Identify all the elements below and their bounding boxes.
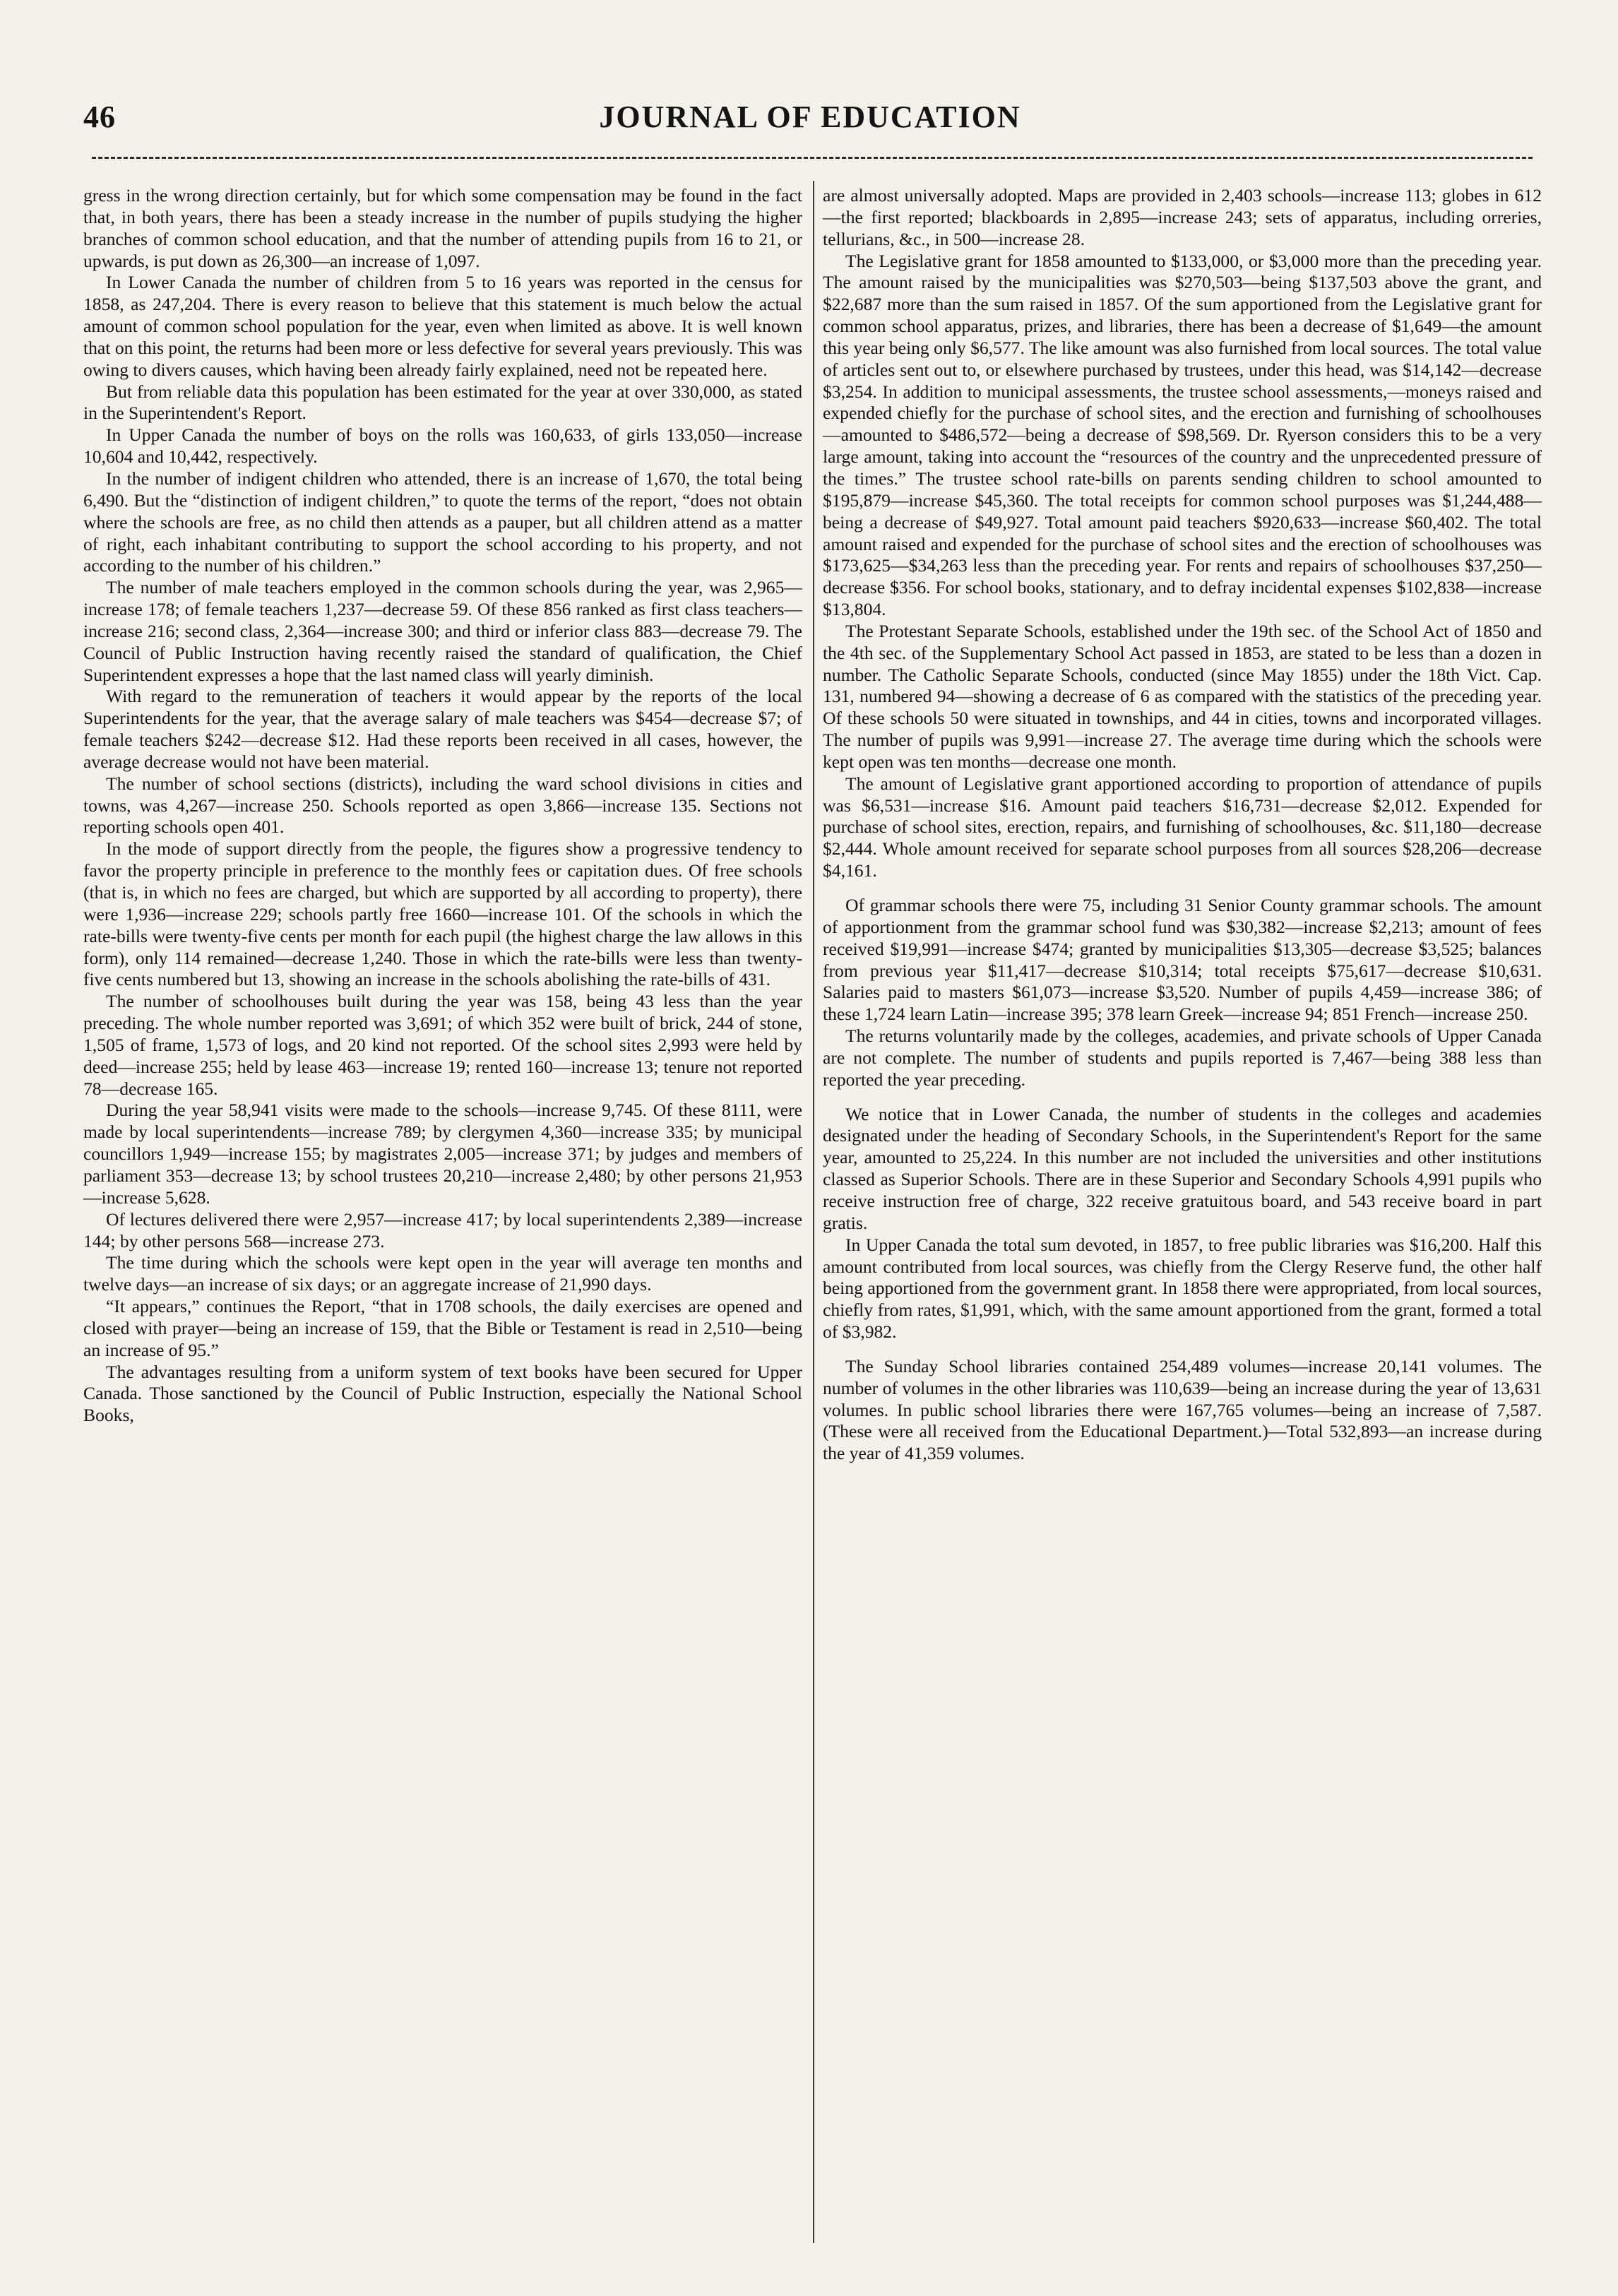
paragraph: In the number of indigent children who attended, there is an increase of 1,670, the total being 6,490. But the “distinction of indigent children,” to quote the terms of the report, “does not obtain where the schools are free, as no child then attends as a pauper, but all children attend as a matter of right, each inhabitant contributing to support the school according to his property, and not according to the number of his children.” [83, 468, 802, 576]
paragraph: In Upper Canada the number of boys on the rolls was 160,633, of girls 133,050—increase 10,604 and 10,442, respectively. [83, 424, 802, 468]
paragraph: Of grammar schools there were 75, including 31 Senior County grammar schools. The amount of apportionment from the grammar school fund was $30,382—increase $2,213; amount of fees received $19,991—increase $474; granted by municipalities $13,305—decrease $3,525; balances from previous year $11,417—decrease $10,314; total receipts $75,617—decrease $10,631. Salaries paid to masters $61,073—increase $3,520. Number of pupils 4,459—increase 386; of these 1,724 learn Latin—increase 395; 378 learn Greek—increase 94; 851 French—increase 250. [823, 895, 1542, 1025]
paragraph: In Upper Canada the total sum devoted, in 1857, to free public libraries was $16,200. Half this amount contributed from local sources, was chiefly from the Clergy Reserve fund, the other half being apportioned from the government grant. In 1858 there were appropriated, from local sources, chiefly from rates, $1,991, which, with the same amount apportioned from the grant, formed a total of $3,982. [823, 1234, 1542, 1343]
paragraph: Of lectures delivered there were 2,957—increase 417; by local superintendents 2,389—increase 144; by other persons 568—increase 273. [83, 1208, 802, 1251]
paragraph: gress in the wrong direction certainly, but for which some compensation may be found in the fact that, in both years, there has been a steady increase in the number of pupils studying the higher branches of common school education, and that the number of attending pupils from 16 to 21, or upwards, is put down as 26,300—an increase of 1,097. [83, 185, 802, 271]
paragraph: The returns voluntarily made by the colleges, academies, and private schools of Upper Canada are not complete. The number of students and pupils reported is 7,467—being 388 less than reported the year preceding. [823, 1025, 1542, 1090]
paragraph: The Sunday School libraries contained 254,489 volumes—increase 20,141 volumes. The number of volumes in the other libraries was 110,639—being an increase during the year of 13,631 volumes. In public school libraries there were 167,765 volumes—being an increase of 7,587. (These were all received from the Educational Department.)—Total 532,893—an increase during the year of 41,359 volumes. [823, 1355, 1542, 1464]
paragraph: In the mode of support directly from the people, the figures show a progressive tendency to favor the property principle in preference to the monthly fees or capitation dues. Of free schools (that is, in which no fees are charged, but which are supported by all according to property), there were 1,936—increase 229; schools partly free 1660—increase 101. Of the schools in which the rate-bills were twenty-five cents per month for each pupil (the highest charge the law allows in this form), only 114 remained—decrease 1,240. Those in which the rate-bills were less than twenty-five cents numbered but 13, showing an increase in the schools abolishing the rate-bills of 431. [83, 838, 802, 990]
page-header [83, 93, 1537, 143]
paragraph: During the year 58,941 visits were made to the schools—increase 9,745. Of these 8111, were made by local superintendents—increase 789; by clergymen 4,360—increase 335; by municipal councillors 1,949—increase 155; by magistrates 2,005—increase 371; by judges and members of parliament 353—decrease 13; by school trustees 20,210—increase 2,480; by other persons 21,953—increase 5,628. [83, 1100, 802, 1208]
paragraph: The time during which the schools were kept open in the year will average ten months and twelve days—an increase of six days; or an aggregate increase of 21,990 days. [83, 1252, 802, 1295]
paragraph: The number of school sections (districts), including the ward school divisions in cities and towns, was 4,267—increase 250. Schools reported as open 3,866—increase 135. Sections not reporting schools open 401. [83, 773, 802, 838]
paragraph: With regard to the remuneration of teachers it would appear by the reports of the local Superintendents for the year, that the average salary of male teachers was $454—decrease $7; of female teachers $242—decrease $12. Had these reports been received in all cases, however, the average decrease would not have been material. [83, 686, 802, 772]
journal-title: JOURNAL OF EDUCATION [599, 100, 1021, 134]
paragraph: In Lower Canada the number of children from 5 to 16 years was reported in the census for 1858, as 247,204. There is every reason to believe that this statement is much below the actual amount of common school population for the year, even when limited as above. It is well known that on this point, the returns had been more or less defective for several years previously. This was owing to divers causes, which having been already fairly explained, need not be repeated here. [83, 272, 802, 380]
paragraph: We notice that in Lower Canada, the number of students in the colleges and academies designated under the heading of Secondary Schools, in the Superintendent's Report for the same year, amounted to 25,224. In this number are not included the universities and other institutions classed as Superior Schools. There are in these Superior and Secondary Schools 4,991 pupils who receive instruction free of charge, 322 receive gratuitous board, and 543 receive board in part gratis. [823, 1103, 1542, 1233]
paragraph: The Legislative grant for 1858 amounted to $133,000, or $3,000 more than the preceding year. The amount raised by the municipalities was $270,503—being $137,503 above the grant, and $22,687 more than the sum raised in 1857. Of the sum apportioned from the Legislative grant for common school apparatus, prizes, and libraries, there has been a decrease of $1,649—the amount this year being only $6,577. The like amount was also furnished from local sources. The total value of articles sent out to, or elsewhere purchased by trustees, under this head, was $14,142—decrease $3,254. In addition to municipal assessments, the trustee school assessments,—moneys raised and expended chiefly for the purchase of school sites, and the erection and furnishing of schoolhouses—amounted to $486,572—being a decrease of $98,569. Dr. Ryerson considers this to be a very large amount, taking into account the “resources of the country and the unprecedented pressure of the times.” The trustee school rate-bills on parents sending children to school amounted to $195,879—increase $45,360. The total receipts for common school purposes was $1,244,488—being a decrease of $49,927. Total amount paid teachers $920,633—increase $60,402. The total amount raised and expended for the purchase of school sites and the erection of schoolhouses was $173,625—$34,263 less than the preceding year. For rents and repairs of schoolhouses $37,250—decrease $356. For school books, stationary, and to defray incidental expenses $102,838—increase $13,804. [823, 250, 1542, 620]
paragraph: The number of male teachers employed in the common schools during the year, was 2,965—increase 178; of female teachers 1,237—decrease 59. Of these 856 ranked as first class teachers—increase 216; second class, 2,364—increase 300; and third or inferior class 883—decrease 79. The Council of Public Instruction having recently raised the standard of qualification, the Chief Superintendent expresses a hope that the last named class will yearly diminish. [83, 577, 802, 685]
right-column [823, 185, 1542, 1465]
paragraph: The number of schoolhouses built during the year was 158, being 43 less than the year preceding. The whole number reported was 3,691; of which 352 were built of brick, 244 of stone, 1,505 of frame, 1,573 of logs, and 20 kind not reported. Of the school sites 2,993 were held by deed—increase 255; held by lease 463—increase 19; rented 160—increase 13; tenure not reported 78—decrease 165. [83, 991, 802, 1099]
paragraph: The advantages resulting from a uniform system of text books have been secured for Upper Canada. Those sanctioned by the Council of Public Instruction, especially the National School Books, [83, 1361, 802, 1426]
paragraph: are almost universally adopted. Maps are provided in 2,403 schools—increase 113; globes in 612—the first reported; blackboards in 2,895—increase 243; sets of apparatus, including orreries, tellurians, &c., in 500—increase 28. [823, 185, 1542, 249]
paragraph: The amount of Legislative grant apportioned according to proportion of attendance of pupils was $6,531—increase $16. Amount paid teachers $16,731—decrease $2,012. Expended for purchase of school sites, erection, repairs, and furnishing of schoolhouses, &c. $11,180—decrease $2,444. Whole amount received for separate school purposes from all sources $28,206—decrease $4,161. [823, 773, 1542, 881]
paragraph: The Protestant Separate Schools, established under the 19th sec. of the School Act of 1850 and the 4th sec. of the Supplementary School Act passed in 1853, are stated to be less than a dozen in number. The Catholic Separate Schools, conducted (since May 1855) under the 18th Vict. Cap. 131, numbered 94—showing a decrease of 6 as compared with the statistics of the preceding year. Of these schools 50 were situated in townships, and 44 in cities, towns and incorporated villages. The number of pupils was 9,991—increase 27. The average time during which the schools were kept open was ten months—decrease one month. [823, 620, 1542, 772]
paragraph: “It appears,” continues the Report, “that in 1708 schools, the daily exercises are opened and closed with prayer—being an increase of 159, that the Bible or Testament is read in 2,510—being an increase of 95.” [83, 1296, 802, 1360]
page-number: 46 [83, 100, 116, 134]
paragraph: But from reliable data this population has been estimated for the year at over 330,000, as stated in the Superintendent's Report. [83, 381, 802, 424]
header-rule [92, 157, 1533, 159]
left-column [83, 185, 802, 1427]
column-divider [813, 181, 814, 2243]
